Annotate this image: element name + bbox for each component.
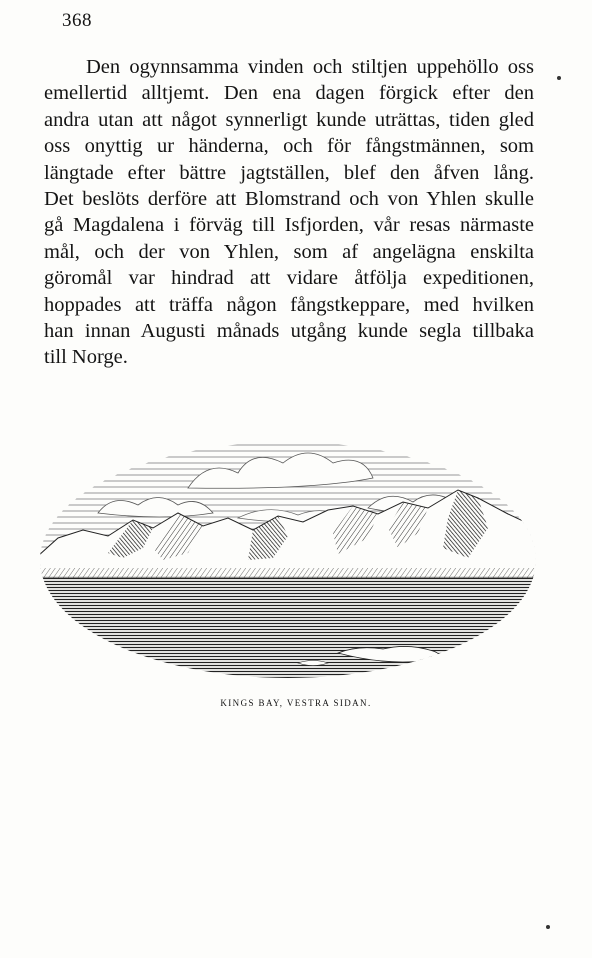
text-line: andra utan att något synnerligt kunde uträttas, tiden gled [44, 108, 534, 131]
illustration-caption: KINGS BAY, VESTRA SIDAN. [220, 698, 372, 708]
text-line: Det beslöts derföre att Blomstrand och von Yhlen skulle [44, 188, 534, 211]
body-paragraph [44, 54, 534, 371]
engraving-illustration [38, 418, 538, 678]
text-line: oss onyttig ur händerna, och för fångstmännen, som [44, 135, 534, 158]
text-line: till Norge. [44, 346, 128, 369]
ink-speck [546, 925, 550, 929]
page-number: 368 [62, 10, 92, 31]
text-line: gå Magdalena i förväg till Isfjorden, vår resas närmaste [44, 214, 534, 237]
text-line: hoppades att träffa någon fångstkeppare, med hvilken [44, 293, 534, 316]
text-line: emellertid alltjemt. Den ena dagen förgick efter den [44, 82, 534, 105]
text-line: göromål var hindrad att vidare åtfölja expeditionen, [44, 267, 534, 290]
water-area [38, 576, 538, 678]
text-line: längtade efter bättre jagtställen, blef den åfven lång. [44, 161, 534, 184]
ink-speck [557, 76, 561, 80]
text-line: han innan Augusti månads utgång kunde segla tillbaka [44, 320, 534, 343]
text-line: Den ogynnsamma vinden och stiltjen uppehöllo oss [86, 56, 534, 78]
text-line: mål, och der von Yhlen, som af angelägna enskilta [44, 240, 534, 263]
